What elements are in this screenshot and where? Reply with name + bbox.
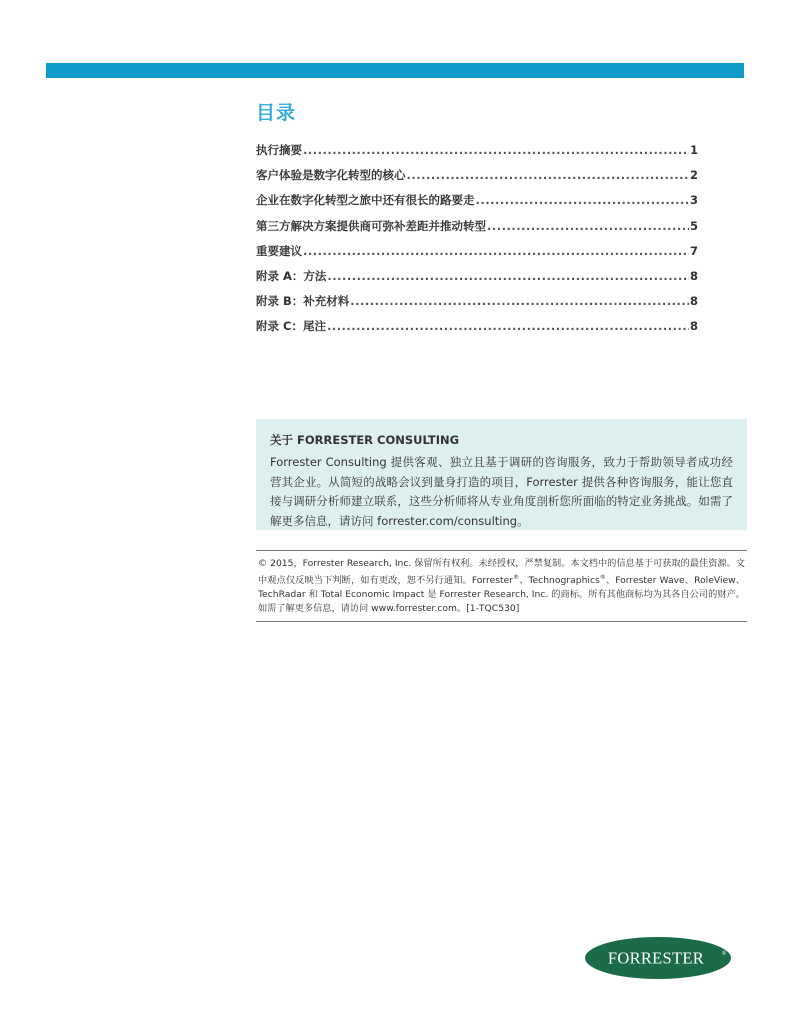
toc-entry-page: 8	[689, 319, 698, 334]
toc-leader-dots	[476, 193, 689, 207]
toc-leader-dots	[487, 219, 689, 233]
toc-entry-page: 2	[689, 168, 698, 183]
toc-entry-page: 5	[689, 218, 698, 233]
registered-mark: ®	[599, 574, 606, 581]
toc-entry[interactable]	[256, 167, 698, 192]
toc-entry-label: 客户体验是数字化转型的核心	[256, 168, 406, 183]
copyright-text: 、Technographics	[519, 575, 600, 587]
copyright-notice	[256, 550, 747, 622]
toc-entry[interactable]	[256, 218, 698, 243]
header-bar	[46, 63, 744, 78]
toc-entry-page: 1	[689, 143, 698, 157]
toc-title: 目录	[256, 102, 297, 124]
registered-mark: ®	[513, 574, 520, 581]
forrester-logo-registered-mark: ®	[721, 951, 727, 957]
copyright-text: © 2015，Forrester Research, Inc. 保留所有权利。未经授权，严禁复制。本文档中的信息基于可获取的最佳资源。文中观点仅反映当下判断，如有更改，恕不另行通知。Forrester	[258, 558, 745, 587]
forrester-logo-text: FORRESTER	[607, 948, 705, 968]
toc-entry[interactable]	[256, 192, 698, 217]
toc-entry-label: 执行摘要	[256, 143, 302, 157]
toc-entry[interactable]	[256, 268, 698, 293]
toc-entry-label: 重要建议	[256, 243, 302, 258]
toc-leader-dots	[407, 168, 689, 182]
toc-leader-dots	[327, 269, 689, 283]
toc-entry-label: 附录 B：补充材料	[256, 294, 350, 309]
toc-leader-dots	[350, 294, 689, 308]
toc-entry-label: 附录 C：尾注	[256, 319, 326, 334]
toc-entry[interactable]	[256, 293, 698, 318]
copyright-text: 、Forrester Wave、RoleView、TechRadar 和 Total Economic Impact 是 Forrester Research, Inc. 的商标。所有其他商标均为其各自公司的财产。如需了解更多信息，请访问 www.forrester.com。[1-TQC530]	[258, 575, 745, 615]
table-of-contents	[256, 142, 698, 344]
about-forrester-consulting-box	[256, 419, 747, 530]
about-heading: 关于 FORRESTER CONSULTING	[270, 433, 460, 447]
toc-entry-label: 附录 A：方法	[256, 268, 327, 283]
about-body: Forrester Consulting 提供客观、独立且基于调研的咨询服务，致力于帮助领导者成功经营其企业。从简短的战略会议到量身打造的项目，Forrester 提供各种咨询服务，能让您直接与调研分析师建立联系，这些分析师将从专业角度剖析您所面临的特定业务挑战。如需了解更多信息，请访问 forrester.com/consulting。	[270, 455, 733, 528]
toc-entry-page: 7	[689, 243, 698, 258]
toc-leader-dots	[303, 143, 689, 157]
forrester-logo	[584, 936, 736, 980]
toc-entry-page: 3	[689, 193, 698, 208]
toc-entry[interactable]	[256, 318, 698, 343]
toc-leader-dots	[327, 319, 689, 333]
toc-entry-page: 8	[689, 294, 698, 309]
toc-entry[interactable]	[256, 243, 698, 268]
toc-leader-dots	[303, 244, 689, 258]
toc-entry-label: 企业在数字化转型之旅中还有很长的路要走	[256, 193, 475, 208]
toc-entry-page: 8	[689, 268, 698, 283]
toc-entry-label: 第三方解决方案提供商可弥补差距并推动转型	[256, 218, 486, 233]
toc-entry[interactable]	[256, 142, 698, 167]
